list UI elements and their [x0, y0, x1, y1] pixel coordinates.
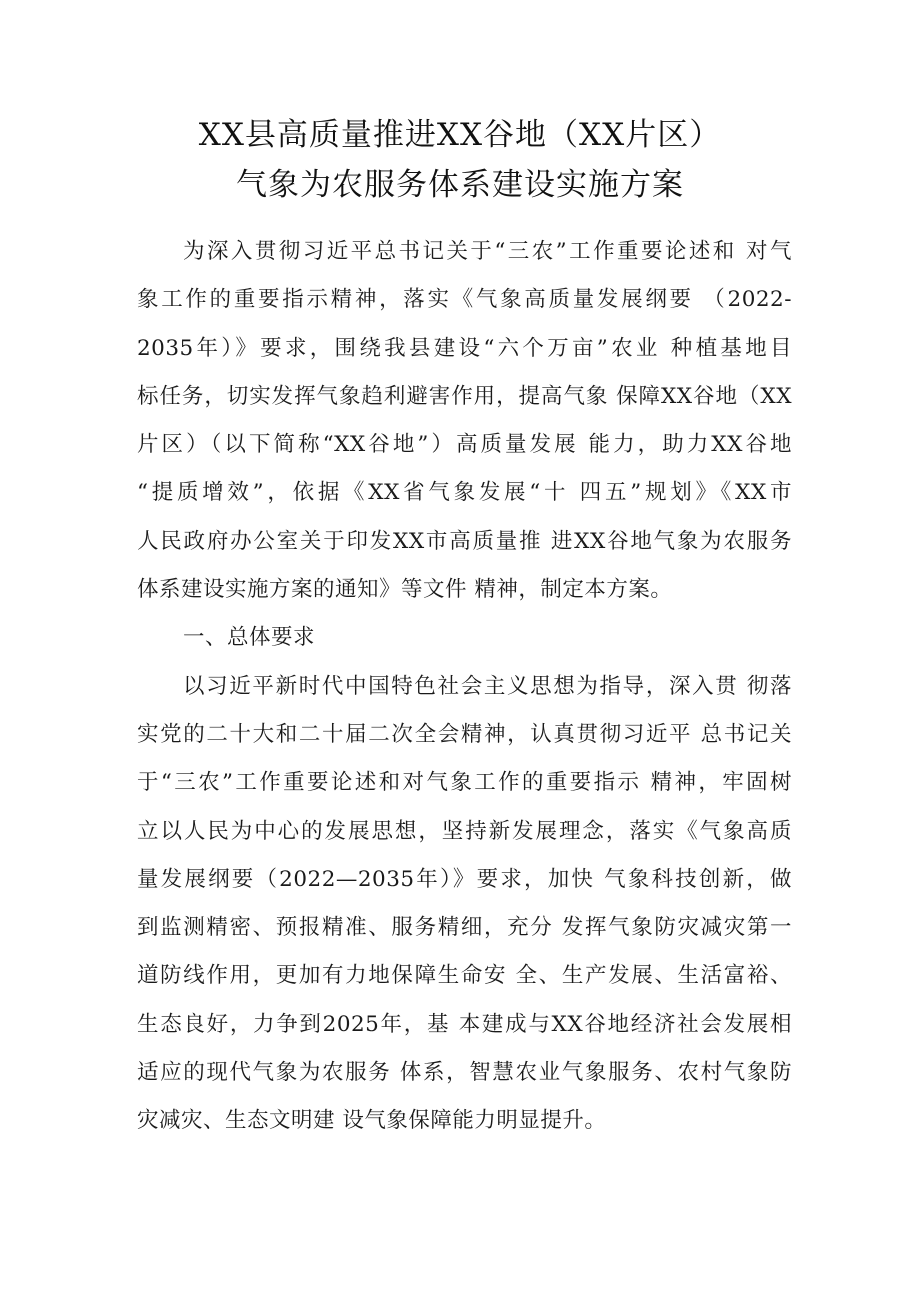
document-title	[120, 110, 800, 210]
document-body	[137, 228, 792, 1146]
title-line-2: 气象为农服务体系建设实施方案	[236, 167, 684, 203]
paragraph-1-line: “提质增效”，依据《XX省气象发展“十 四五”规划》《XX市	[137, 480, 792, 506]
section-1-heading: 一、总体要求	[183, 625, 316, 651]
paragraph-2-line: 立以人民为中心的发展思想，坚持新发展理念，落实《气象高质	[137, 818, 792, 844]
paragraph-2-line: 于“三农”工作重要论述和对气象工作的重要指示 精神，牢固树	[137, 770, 792, 796]
paragraph-2-line: 适应的现代气象为农服务 体系，智慧农业气象服务、农村气象防	[137, 1060, 792, 1086]
paragraph-2-line: 量发展纲要（2022—2035年）》要求，加快 气象科技创新，做	[137, 866, 792, 892]
paragraph-2-line: 道防线作用，更加有力地保障生命安 全、生产发展、生活富裕、	[137, 963, 792, 989]
paragraph-1-line: 为深入贯彻习近平总书记关于“三农”工作重要论述和 对气	[183, 239, 792, 264]
paragraph-2-line: 以习近平新时代中国特色社会主义思想为指导，深入贯 彻落	[183, 673, 792, 699]
paragraph-1-line: 标任务，切实发挥气象趋利避害作用，提高气象 保障XX谷地（XX	[137, 383, 792, 409]
paragraph-2-line: 生态良好，力争到2025年，基 本建成与XX谷地经济社会发展相	[137, 1011, 792, 1037]
paragraph-2-line: 实党的二十大和二十届二次全会精神，认真贯彻习近平 总书记关	[137, 721, 792, 747]
title-line-1: XX县高质量推进XX谷地（XX片区）	[198, 117, 722, 153]
paragraph-1-line: 体系建设实施方案的通知》等文件 精神，制定本方案。	[137, 577, 673, 603]
paragraph-1-line: 片区）（以下简称“XX谷地”）高质量发展 能力，助力XX谷地	[137, 432, 792, 458]
paragraph-1-line: 人民政府办公室关于印发XX市高质量推 进XX谷地气象为农服务	[137, 528, 792, 554]
paragraph-1-line: 2035年）》要求，围绕我县建设“六个万亩”农业 种植基地目	[137, 335, 792, 361]
paragraph-2-line: 灾减灾、生态文明建 设气象保障能力明显提升。	[137, 1108, 607, 1134]
paragraph-2-line: 到监测精密、预报精准、服务精细，充分 发挥气象防灾减灾第一	[137, 915, 792, 941]
paragraph-1-line: 象工作的重要指示精神，落实《气象高质量发展纲要 （2022-	[137, 287, 792, 313]
